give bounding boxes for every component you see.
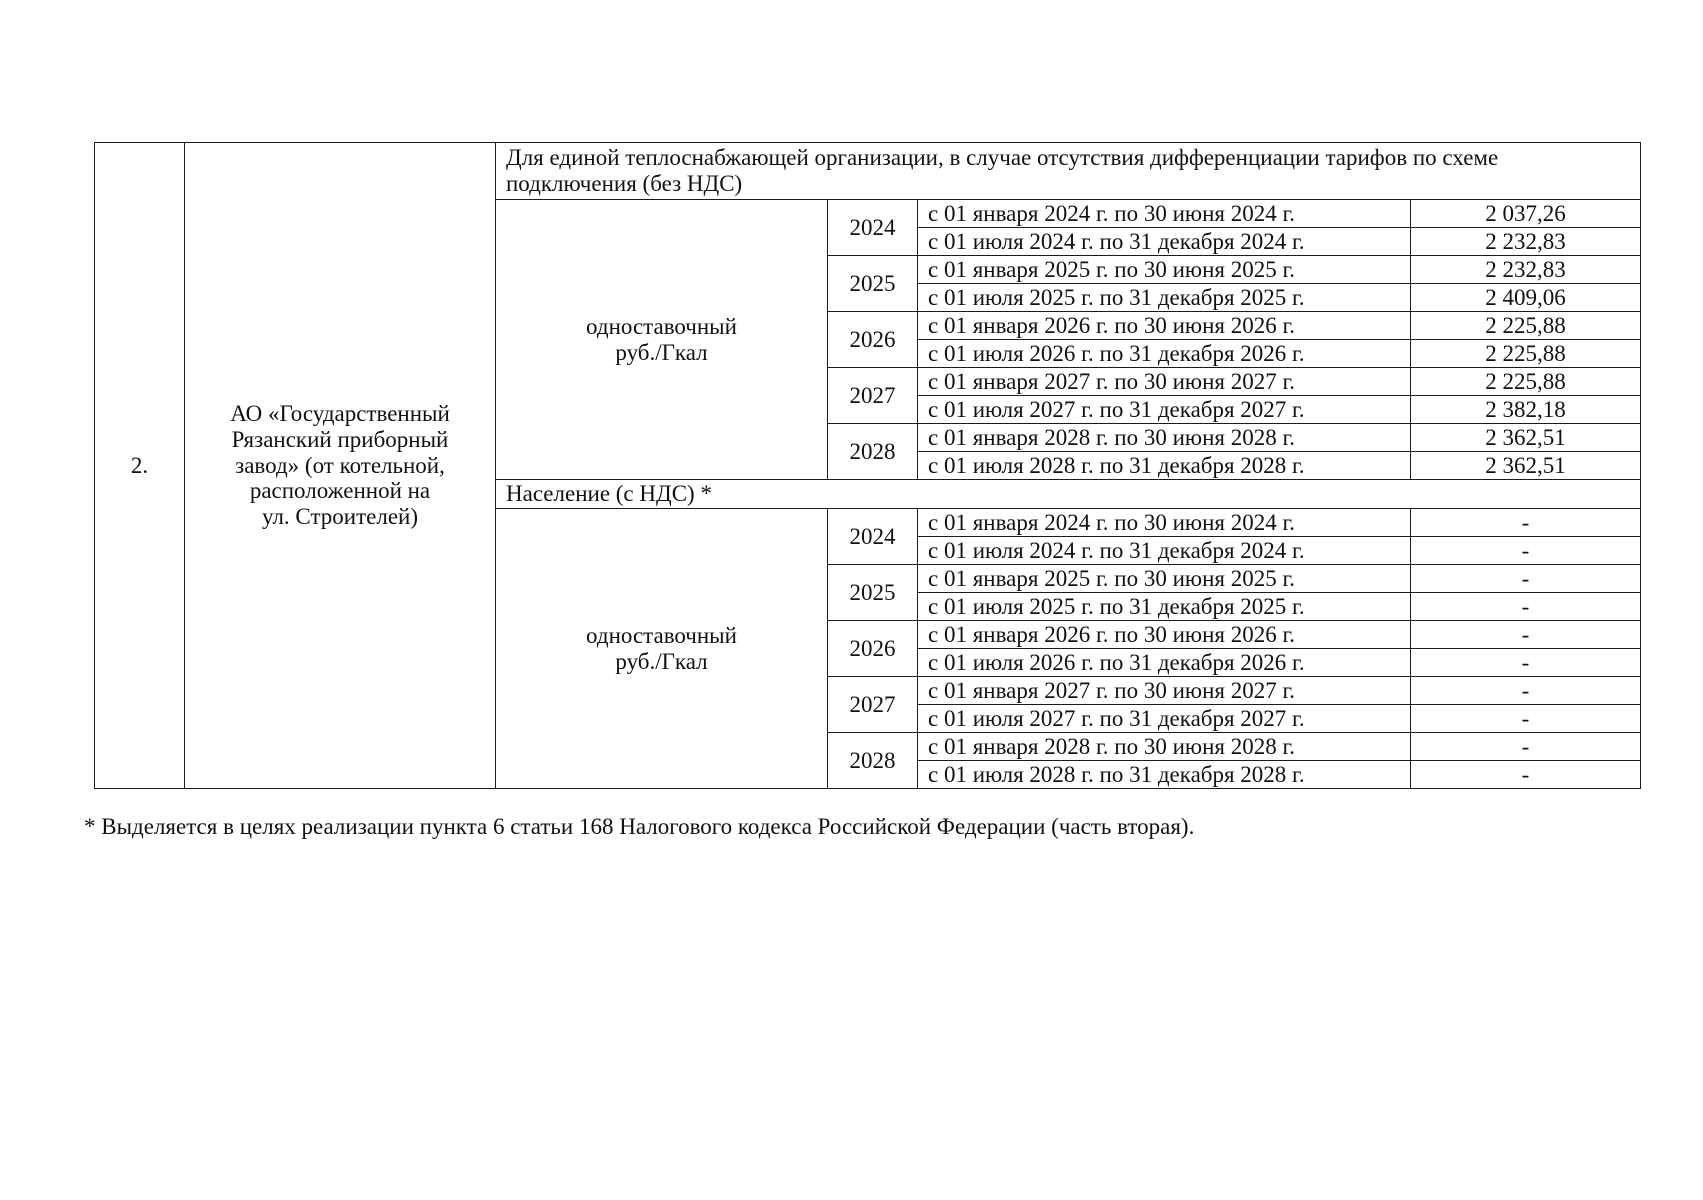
section-title: Население (с НДС) * [496, 480, 1641, 509]
organization-name-line: ул. Строителей) [261, 504, 419, 530]
period-cell: с 01 июля 2026 г. по 31 декабря 2026 г. [918, 649, 1411, 677]
tariff-value-cell: - [1411, 649, 1641, 677]
tariff-value-cell: - [1411, 677, 1641, 705]
tariff-table [94, 142, 1641, 789]
row-number: 2. [95, 143, 185, 789]
period-cell: с 01 января 2026 г. по 30 июня 2026 г. [918, 621, 1411, 649]
year-cell: 2025 [828, 256, 918, 312]
year-cell: 2024 [828, 509, 918, 565]
period-cell: с 01 января 2025 г. по 30 июня 2025 г. [918, 565, 1411, 593]
period-cell: с 01 июля 2028 г. по 31 декабря 2028 г. [918, 452, 1411, 480]
section-title: Для единой теплоснабжающей организации, в случае отсутствия дифференциации тарифов по схеме подключения (без НДС) [496, 143, 1641, 200]
year-cell: 2025 [828, 565, 918, 621]
tariff-unit [496, 509, 828, 789]
period-cell: с 01 июля 2024 г. по 31 декабря 2024 г. [918, 537, 1411, 565]
period-cell: с 01 января 2028 г. по 30 июня 2028 г. [918, 733, 1411, 761]
period-cell: с 01 января 2025 г. по 30 июня 2025 г. [918, 256, 1411, 284]
tariff-value-cell: 2 382,18 [1411, 396, 1641, 424]
year-cell: 2024 [828, 200, 918, 256]
year-cell: 2026 [828, 312, 918, 368]
tariff-value-cell: 2 225,88 [1411, 340, 1641, 368]
period-cell: с 01 июля 2025 г. по 31 декабря 2025 г. [918, 284, 1411, 312]
organization-name-line: завод» (от котельной, [235, 452, 445, 478]
tariff-value-cell: 2 225,88 [1411, 312, 1641, 340]
year-cell: 2028 [828, 733, 918, 789]
tariff-value-cell: 2 232,83 [1411, 228, 1641, 256]
footnote: * Выделяется в целях реализации пункта 6 статьи 168 Налогового кодекса Российской Федерации (часть вторая). [84, 814, 1195, 839]
period-cell: с 01 июля 2027 г. по 31 декабря 2027 г. [918, 705, 1411, 733]
section-title-row [95, 143, 1641, 200]
year-cell: 2027 [828, 368, 918, 424]
period-cell: с 01 июля 2027 г. по 31 декабря 2027 г. [918, 396, 1411, 424]
organization-name-line: АО «Государственный [230, 401, 450, 427]
tariff-value-cell: 2 362,51 [1411, 424, 1641, 452]
tariff-value-cell: - [1411, 537, 1641, 565]
tariff-value-cell: 2 362,51 [1411, 452, 1641, 480]
tariff-value-cell: - [1411, 733, 1641, 761]
organization-name-line: расположенной на [249, 478, 431, 504]
period-cell: с 01 января 2027 г. по 30 июня 2027 г. [918, 677, 1411, 705]
tariff-value-cell: 2 409,06 [1411, 284, 1641, 312]
year-cell: 2027 [828, 677, 918, 733]
tariff-type-label: одноставочный [586, 622, 737, 648]
tariff-value-cell: 2 037,26 [1411, 200, 1641, 228]
tariff-value-cell: - [1411, 593, 1641, 621]
period-cell: с 01 января 2024 г. по 30 июня 2024 г. [918, 200, 1411, 228]
year-cell: 2026 [828, 621, 918, 677]
tariff-unit [496, 200, 828, 480]
tariff-table-body [95, 143, 1641, 789]
tariff-value-cell: - [1411, 565, 1641, 593]
organization-name [185, 143, 496, 789]
tariff-value-cell: 2 225,88 [1411, 368, 1641, 396]
period-cell: с 01 января 2028 г. по 30 июня 2028 г. [918, 424, 1411, 452]
tariff-value-cell: - [1411, 509, 1641, 537]
tariff-value-cell: - [1411, 761, 1641, 789]
period-cell: с 01 января 2027 г. по 30 июня 2027 г. [918, 368, 1411, 396]
period-cell: с 01 июля 2028 г. по 31 декабря 2028 г. [918, 761, 1411, 789]
year-cell: 2028 [828, 424, 918, 480]
tariff-value-cell: - [1411, 621, 1641, 649]
tariff-value-cell: 2 232,83 [1411, 256, 1641, 284]
period-cell: с 01 июля 2024 г. по 31 декабря 2024 г. [918, 228, 1411, 256]
tariff-unit-label: руб./Гкал [615, 648, 708, 674]
tariff-type-label: одноставочный [586, 313, 737, 339]
organization-name-line: Рязанский приборный [231, 426, 449, 452]
period-cell: с 01 июля 2026 г. по 31 декабря 2026 г. [918, 340, 1411, 368]
tariff-value-cell: - [1411, 705, 1641, 733]
period-cell: с 01 января 2026 г. по 30 июня 2026 г. [918, 312, 1411, 340]
period-cell: с 01 января 2024 г. по 30 июня 2024 г. [918, 509, 1411, 537]
tariff-unit-label: руб./Гкал [615, 339, 708, 365]
period-cell: с 01 июля 2025 г. по 31 декабря 2025 г. [918, 593, 1411, 621]
